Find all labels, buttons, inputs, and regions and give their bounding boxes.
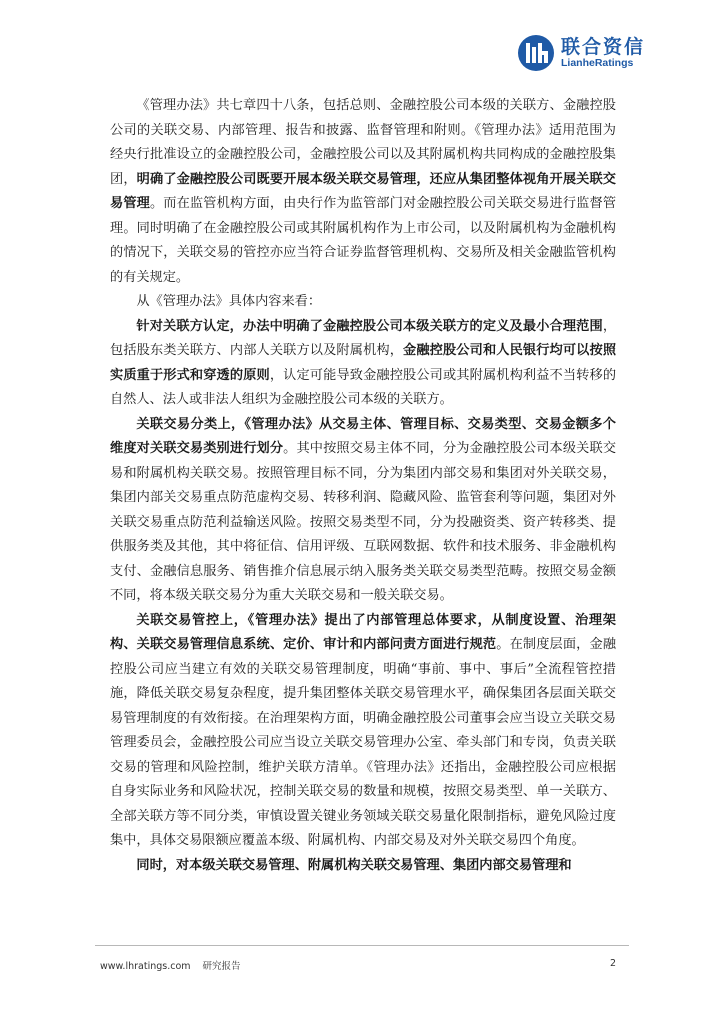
emphasis-text: 金融控股公司和人民银行均可以按照实质重于形式和穿透的原则 bbox=[110, 343, 617, 383]
paragraph-overview bbox=[110, 94, 616, 290]
emphasis-text: 同时，对本级关联交易管理、附属机构关联交易管理、集团内部交易管理和 bbox=[136, 857, 572, 873]
document-body bbox=[110, 94, 616, 878]
paragraph-text: 。其中按照交易主体不同，分为金融控股公司本级关联交易和附属机构关联交易。按照管理目标不同，分为集团内部交易和集团对外关联交易，集团内部关交易重点防范虚构交易、转移利润、隐藏风险、监管套利等问题，集团对外关联交易重点防范利益输送风险。按照交易类型不同，分为投融资类、资产转移类、提供服务类及其他，其中将征信、信用评级、互联网数据、软件和技术服务、非金融机构支付、金融信息服务、销售推介信息展示纳入服务类关联交易类型范畴。按照交易金额不同，将本级关联交易分为重大关联交易和一般关联交易。 bbox=[110, 441, 617, 603]
paragraph-text: 《管理办法》共七章四十八条，包括总则、金融控股公司本级的关联方、金融控股公司的关联交易、内部管理、报告和披露、监督管理和附则。《管理办法》适用范围为经央行批准设立的金融控股公司，金融控股公司以及其附属机构共同构成的金融控股集团， bbox=[110, 98, 616, 187]
footer-label: 研究报告 bbox=[202, 961, 241, 972]
emphasis-text: 关联交易分类上，《管理办法》从交易主体、管理目标、交易类型、交易金额多个维度对关联交易类别进行划分 bbox=[110, 416, 616, 456]
page-footer bbox=[100, 958, 616, 972]
emphasis-text: 明确了金融控股公司既要开展本级关联交易管理，还应从集团整体视角开展关联交易管理 bbox=[110, 171, 616, 211]
paragraph-control bbox=[110, 609, 616, 854]
emphasis-text: 针对关联方认定，办法中明确了金融控股公司本级关联方的定义及最小合理范围 bbox=[136, 318, 603, 334]
brand-name-en: LianheRatings bbox=[561, 56, 634, 69]
brand-name-cn: 联合资信 bbox=[561, 35, 646, 58]
brand-logo bbox=[517, 34, 645, 72]
paragraph-related-party bbox=[110, 315, 616, 413]
footer-website: www.lhratings.com bbox=[100, 961, 191, 972]
brand-text bbox=[561, 37, 645, 70]
paragraph-text: 。在制度层面，金融控股公司应当建立有效的关联交易管理制度，明确“事前、事中、事后”全流程管控措施，降低关联交易复杂程度，提升集团整体关联交易管理水平，确保集团各层面关联交易管理制度的有效衔接。在治理架构方面，明确金融控股公司董事会应当设立关联交易管理委员会，金融控股公司应当设立关联交易管理办公室、牵头部门和专岗，负责关联交易的管理和风险控制，维护关联方清单。《管理办法》还指出，金融控股公司应根据自身实际业务和风险状况，控制关联交易的数量和规模，按照交易类型、单一关联方、全部关联方等不同分类，审慎设置关键业务领域关联交易量化限制指标，避免风险过度集中，具体交易限额应覆盖本级、附属机构、内部交易及对外关联交易四个角度。 bbox=[110, 637, 617, 848]
paragraph-classification bbox=[110, 413, 616, 609]
paragraph-intro: 从《管理办法》具体内容来看： bbox=[136, 294, 322, 309]
paragraph-text: ，包括股东类关联方、内部人关联方以及附属机构， bbox=[110, 318, 616, 358]
page-number: 2 bbox=[609, 958, 616, 969]
paragraph-text: ，认定可能导致金融控股公司或其附属机构利益不当转移的自然人、法人或非法人组织为金融控股公司本级的关联方。 bbox=[110, 367, 617, 407]
footer-divider bbox=[95, 945, 629, 946]
paragraph-continued bbox=[110, 854, 616, 879]
paragraph-text: 。而在监管机构方面，由央行作为监管部门对金融控股公司关联交易进行监督管理。同时明确了在金融控股公司或其附属机构作为上市公司，以及附属机构为金融机构的情况下，关联交易的管控亦应当符合证券监督管理机构、交易所及相关金融监管机构的有关规定。 bbox=[110, 196, 617, 285]
lh-logo-icon bbox=[517, 34, 555, 72]
emphasis-text: 关联交易管控上，《管理办法》提出了内部管理总体要求，从制度设置、治理架构、关联交易管理信息系统、定价、审计和内部问责方面进行规范 bbox=[110, 612, 616, 652]
footer-left bbox=[100, 958, 241, 972]
